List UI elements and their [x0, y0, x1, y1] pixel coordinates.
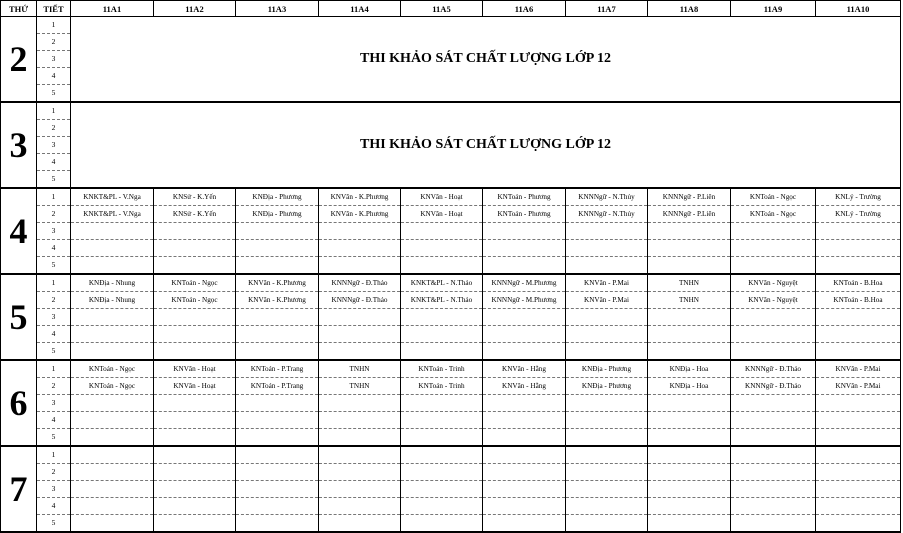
lesson-cell: KNKT&PL - V.Nga — [71, 206, 154, 223]
lesson-cell — [154, 240, 236, 257]
day-label: 6 — [1, 360, 37, 446]
lesson-cell: KNVăn - Hằng — [483, 360, 566, 378]
lesson-cell: KNToán - Phương — [483, 188, 566, 206]
lesson-cell — [154, 515, 236, 533]
lesson-cell: KNĐịa - Phương — [566, 360, 648, 378]
lesson-cell — [483, 429, 566, 447]
day-label: 2 — [1, 17, 37, 103]
lesson-cell — [319, 223, 401, 240]
lesson-cell: KNNNgữ - P.Liên — [648, 188, 731, 206]
period-number: 2 — [37, 120, 71, 137]
lesson-cell: KNNNgữ - P.Liên — [648, 206, 731, 223]
lesson-cell — [401, 343, 483, 361]
lesson-cell: KNĐịa - Phương — [236, 206, 319, 223]
lesson-cell: KNNNgữ - M.Phương — [483, 274, 566, 292]
day-label: 7 — [1, 446, 37, 532]
lesson-cell — [566, 240, 648, 257]
lesson-cell — [236, 412, 319, 429]
period-row — [1, 498, 901, 515]
lesson-cell — [648, 395, 731, 412]
lesson-cell — [566, 481, 648, 498]
day-label: 3 — [1, 102, 37, 188]
period-row — [1, 223, 901, 240]
period-row — [1, 378, 901, 395]
lesson-cell — [731, 343, 816, 361]
lesson-cell: KNToán - Ngọc — [154, 274, 236, 292]
period-number: 3 — [37, 223, 71, 240]
lesson-cell — [731, 515, 816, 533]
lesson-cell — [71, 446, 154, 464]
header-class: 11A5 — [401, 1, 483, 17]
period-row — [1, 17, 901, 34]
header-class: 11A3 — [236, 1, 319, 17]
lesson-cell — [731, 326, 816, 343]
header-tiet: TIẾT — [37, 1, 71, 17]
lesson-cell — [816, 223, 901, 240]
lesson-cell: KNNNgữ - Đ.Thảo — [319, 274, 401, 292]
lesson-cell — [319, 481, 401, 498]
lesson-cell — [71, 412, 154, 429]
lesson-cell — [648, 257, 731, 275]
lesson-cell: KNVăn - Hoạt — [154, 378, 236, 395]
lesson-cell — [731, 257, 816, 275]
lesson-cell: KNLý - Trường — [816, 188, 901, 206]
period-row — [1, 395, 901, 412]
lesson-cell — [483, 446, 566, 464]
lesson-cell — [483, 223, 566, 240]
lesson-cell — [816, 464, 901, 481]
lesson-cell — [566, 412, 648, 429]
lesson-cell: KNĐịa - Phương — [566, 378, 648, 395]
lesson-cell — [483, 309, 566, 326]
lesson-cell — [71, 309, 154, 326]
lesson-cell: KNVăn - Hoạt — [154, 360, 236, 378]
day-label: 4 — [1, 188, 37, 274]
lesson-cell — [648, 515, 731, 533]
lesson-cell: KNToán - P.Trang — [236, 360, 319, 378]
header-class: 11A2 — [154, 1, 236, 17]
lesson-cell — [236, 326, 319, 343]
lesson-cell — [319, 309, 401, 326]
lesson-cell — [319, 464, 401, 481]
lesson-cell — [648, 446, 731, 464]
lesson-cell — [71, 326, 154, 343]
lesson-cell: TNHN — [319, 360, 401, 378]
lesson-cell — [71, 429, 154, 447]
lesson-cell — [566, 446, 648, 464]
lesson-cell — [154, 429, 236, 447]
period-row — [1, 515, 901, 533]
period-number: 3 — [37, 395, 71, 412]
lesson-cell — [648, 464, 731, 481]
lesson-cell — [816, 515, 901, 533]
period-number: 5 — [37, 429, 71, 447]
lesson-cell — [401, 515, 483, 533]
lesson-cell — [236, 343, 319, 361]
period-number: 4 — [37, 412, 71, 429]
lesson-cell: KNVăn - P.Mai — [816, 360, 901, 378]
lesson-cell — [154, 257, 236, 275]
lesson-cell — [236, 446, 319, 464]
lesson-cell — [319, 257, 401, 275]
lesson-cell — [71, 395, 154, 412]
lesson-cell — [319, 395, 401, 412]
lesson-cell — [401, 309, 483, 326]
period-number: 3 — [37, 137, 71, 154]
lesson-cell: KNSử - K.Yến — [154, 206, 236, 223]
lesson-cell — [566, 326, 648, 343]
lesson-cell — [154, 343, 236, 361]
lesson-cell: KNVăn - Nguyệt — [731, 274, 816, 292]
lesson-cell — [236, 429, 319, 447]
lesson-cell: KNVăn - K.Phương — [319, 206, 401, 223]
period-row — [1, 292, 901, 309]
lesson-cell — [236, 223, 319, 240]
lesson-cell — [566, 343, 648, 361]
header-class: 11A6 — [483, 1, 566, 17]
lesson-cell — [816, 395, 901, 412]
lesson-cell — [236, 395, 319, 412]
lesson-cell — [401, 446, 483, 464]
lesson-cell — [731, 412, 816, 429]
lesson-cell: KNVăn - K.Phương — [236, 274, 319, 292]
period-number: 2 — [37, 206, 71, 223]
lesson-cell: KNToán - Ngọc — [71, 378, 154, 395]
period-number: 4 — [37, 68, 71, 85]
exam-notice: THI KHẢO SÁT CHẤT LƯỢNG LỚP 12 — [71, 17, 901, 103]
period-row — [1, 257, 901, 275]
exam-notice: THI KHẢO SÁT CHẤT LƯỢNG LỚP 12 — [71, 102, 901, 188]
lesson-cell — [816, 240, 901, 257]
lesson-cell: KNToán - P.Trang — [236, 378, 319, 395]
lesson-cell — [401, 395, 483, 412]
lesson-cell — [816, 309, 901, 326]
lesson-cell — [731, 240, 816, 257]
lesson-cell: KNToán - Ngọc — [731, 206, 816, 223]
header-thu: THỨ — [1, 1, 37, 17]
lesson-cell: KNSử - K.Yến — [154, 188, 236, 206]
header-class: 11A10 — [816, 1, 901, 17]
lesson-cell — [731, 395, 816, 412]
period-number: 5 — [37, 515, 71, 533]
lesson-cell — [816, 412, 901, 429]
lesson-cell — [648, 309, 731, 326]
lesson-cell: KNVăn - Hằng — [483, 378, 566, 395]
lesson-cell — [319, 326, 401, 343]
lesson-cell — [731, 309, 816, 326]
lesson-cell — [71, 240, 154, 257]
timetable-body — [1, 17, 901, 533]
lesson-cell: KNVăn - K.Phương — [236, 292, 319, 309]
lesson-cell — [731, 481, 816, 498]
lesson-cell: KNToán - Ngọc — [71, 360, 154, 378]
lesson-cell — [731, 464, 816, 481]
lesson-cell — [731, 429, 816, 447]
period-number: 5 — [37, 85, 71, 103]
lesson-cell: KNNNgữ - M.Phương — [483, 292, 566, 309]
period-row — [1, 240, 901, 257]
lesson-cell — [566, 498, 648, 515]
lesson-cell — [401, 257, 483, 275]
lesson-cell: KNToán - Ngọc — [731, 188, 816, 206]
lesson-cell — [71, 223, 154, 240]
lesson-cell: TNHN — [648, 292, 731, 309]
lesson-cell — [483, 343, 566, 361]
lesson-cell — [566, 464, 648, 481]
lesson-cell: KNToán - Phương — [483, 206, 566, 223]
lesson-cell: KNKT&PL - N.Thảo — [401, 274, 483, 292]
day-label: 5 — [1, 274, 37, 360]
lesson-cell: KNToán - Trinh — [401, 378, 483, 395]
lesson-cell — [154, 412, 236, 429]
lesson-cell — [154, 498, 236, 515]
lesson-cell — [483, 326, 566, 343]
lesson-cell: KNVăn - K.Phương — [319, 188, 401, 206]
lesson-cell — [648, 343, 731, 361]
lesson-cell — [483, 464, 566, 481]
period-number: 1 — [37, 17, 71, 34]
period-number: 3 — [37, 481, 71, 498]
period-number: 3 — [37, 51, 71, 68]
period-number: 2 — [37, 34, 71, 51]
lesson-cell — [401, 464, 483, 481]
lesson-cell — [319, 429, 401, 447]
header-class: 11A7 — [566, 1, 648, 17]
period-number: 5 — [37, 343, 71, 361]
period-row — [1, 326, 901, 343]
lesson-cell: KNToán - B.Hoa — [816, 274, 901, 292]
lesson-cell — [71, 343, 154, 361]
lesson-cell — [648, 240, 731, 257]
lesson-cell: KNKT&PL - V.Nga — [71, 188, 154, 206]
lesson-cell: KNĐịa - Phương — [236, 188, 319, 206]
period-row — [1, 412, 901, 429]
header-class: 11A9 — [731, 1, 816, 17]
lesson-cell — [648, 498, 731, 515]
lesson-cell — [319, 498, 401, 515]
lesson-cell — [71, 515, 154, 533]
lesson-cell — [236, 515, 319, 533]
lesson-cell — [731, 446, 816, 464]
lesson-cell — [71, 481, 154, 498]
lesson-cell — [648, 223, 731, 240]
lesson-cell — [816, 481, 901, 498]
lesson-cell — [71, 498, 154, 515]
lesson-cell — [816, 498, 901, 515]
lesson-cell — [236, 498, 319, 515]
period-row — [1, 446, 901, 464]
lesson-cell — [319, 446, 401, 464]
header-class: 11A8 — [648, 1, 731, 17]
lesson-cell — [648, 326, 731, 343]
lesson-cell — [648, 481, 731, 498]
lesson-cell — [236, 240, 319, 257]
lesson-cell: KNNNgữ - Đ.Thảo — [319, 292, 401, 309]
lesson-cell: KNĐịa - Nhung — [71, 274, 154, 292]
lesson-cell — [648, 412, 731, 429]
period-row — [1, 102, 901, 120]
period-row — [1, 360, 901, 378]
lesson-cell: KNVăn - P.Mai — [816, 378, 901, 395]
period-number: 4 — [37, 326, 71, 343]
lesson-cell — [401, 498, 483, 515]
period-number: 5 — [37, 171, 71, 189]
period-number: 4 — [37, 498, 71, 515]
lesson-cell — [71, 257, 154, 275]
lesson-cell — [319, 515, 401, 533]
lesson-cell — [236, 257, 319, 275]
lesson-cell — [816, 257, 901, 275]
period-row — [1, 309, 901, 326]
lesson-cell — [236, 481, 319, 498]
lesson-cell — [816, 446, 901, 464]
lesson-cell — [401, 429, 483, 447]
lesson-cell: TNHN — [319, 378, 401, 395]
lesson-cell — [401, 326, 483, 343]
period-number: 1 — [37, 188, 71, 206]
lesson-cell: KNNNgữ - Đ.Thảo — [731, 378, 816, 395]
period-number: 1 — [37, 274, 71, 292]
lesson-cell: KNToán - Trinh — [401, 360, 483, 378]
lesson-cell: KNNNgữ - N.Thủy — [566, 188, 648, 206]
lesson-cell — [483, 515, 566, 533]
lesson-cell: KNVăn - Hoạt — [401, 206, 483, 223]
header-class: 11A4 — [319, 1, 401, 17]
period-number: 2 — [37, 378, 71, 395]
period-number: 4 — [37, 154, 71, 171]
lesson-cell — [319, 240, 401, 257]
lesson-cell — [566, 223, 648, 240]
lesson-cell — [401, 223, 483, 240]
lesson-cell — [483, 412, 566, 429]
header-class: 11A1 — [71, 1, 154, 17]
lesson-cell — [483, 498, 566, 515]
lesson-cell — [401, 240, 483, 257]
lesson-cell: KNLý - Trường — [816, 206, 901, 223]
lesson-cell — [566, 395, 648, 412]
period-number: 4 — [37, 240, 71, 257]
lesson-cell: KNVăn - Nguyệt — [731, 292, 816, 309]
period-number: 1 — [37, 446, 71, 464]
lesson-cell: KNĐịa - Hoa — [648, 378, 731, 395]
lesson-cell — [483, 395, 566, 412]
lesson-cell — [154, 223, 236, 240]
lesson-cell: KNKT&PL - N.Thảo — [401, 292, 483, 309]
period-number: 1 — [37, 102, 71, 120]
lesson-cell — [236, 464, 319, 481]
period-row — [1, 429, 901, 447]
lesson-cell — [483, 240, 566, 257]
lesson-cell: KNNNgữ - Đ.Thảo — [731, 360, 816, 378]
period-number: 3 — [37, 309, 71, 326]
period-row — [1, 188, 901, 206]
lesson-cell — [154, 481, 236, 498]
period-number: 2 — [37, 292, 71, 309]
period-row — [1, 274, 901, 292]
lesson-cell — [154, 309, 236, 326]
lesson-cell — [154, 326, 236, 343]
lesson-cell — [401, 412, 483, 429]
lesson-cell — [566, 309, 648, 326]
lesson-cell: KNĐịa - Nhung — [71, 292, 154, 309]
lesson-cell — [648, 429, 731, 447]
period-row — [1, 206, 901, 223]
lesson-cell — [154, 395, 236, 412]
lesson-cell: KNVăn - P.Mai — [566, 274, 648, 292]
lesson-cell — [401, 481, 483, 498]
lesson-cell — [731, 223, 816, 240]
lesson-cell — [483, 257, 566, 275]
lesson-cell — [731, 498, 816, 515]
period-row — [1, 481, 901, 498]
lesson-cell — [483, 481, 566, 498]
lesson-cell: TNHN — [648, 274, 731, 292]
lesson-cell — [816, 326, 901, 343]
lesson-cell: KNĐịa - Hoa — [648, 360, 731, 378]
lesson-cell — [816, 429, 901, 447]
lesson-cell: KNToán - B.Hoa — [816, 292, 901, 309]
lesson-cell — [71, 464, 154, 481]
lesson-cell: KNToán - Ngọc — [154, 292, 236, 309]
lesson-cell — [566, 429, 648, 447]
lesson-cell — [319, 412, 401, 429]
lesson-cell — [236, 309, 319, 326]
period-row — [1, 464, 901, 481]
lesson-cell — [566, 515, 648, 533]
lesson-cell: KNVăn - P.Mai — [566, 292, 648, 309]
lesson-cell — [816, 343, 901, 361]
period-number: 2 — [37, 464, 71, 481]
lesson-cell — [154, 446, 236, 464]
period-number: 1 — [37, 360, 71, 378]
lesson-cell — [154, 464, 236, 481]
lesson-cell: KNVăn - Hoạt — [401, 188, 483, 206]
header-row — [1, 1, 901, 17]
period-row — [1, 343, 901, 361]
lesson-cell — [566, 257, 648, 275]
lesson-cell — [319, 343, 401, 361]
lesson-cell: KNNNgữ - N.Thủy — [566, 206, 648, 223]
period-number: 5 — [37, 257, 71, 275]
